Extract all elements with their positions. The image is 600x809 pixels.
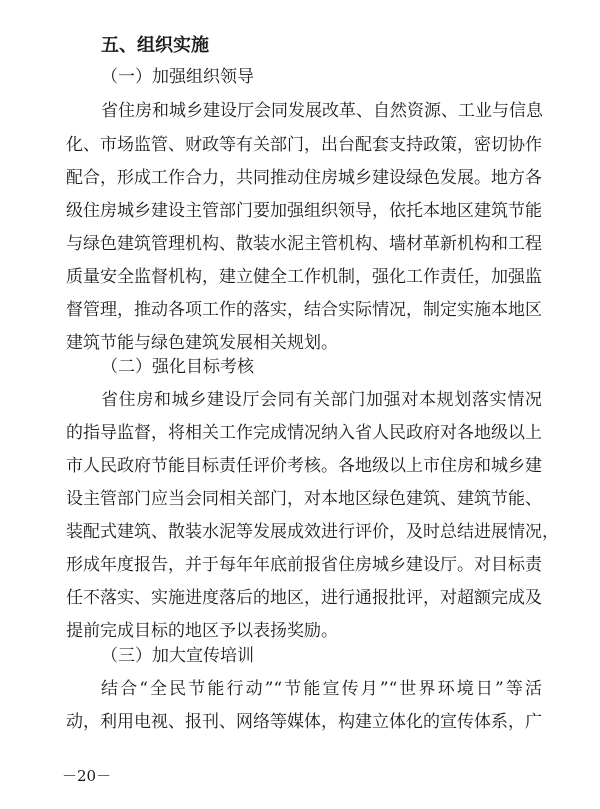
paragraph-line: 任不落实、实施进度落后的地区，进行通报批评，对超额完成及 — [66, 588, 542, 608]
paragraph-line: 建筑节能与绿色建筑发展相关规划。 — [66, 333, 338, 353]
paragraph-line: 形成年度报告，并于每年年底前报省住房城乡建设厅。对目标责 — [66, 555, 542, 575]
subsection-title-1: （一）加强组织领导 — [101, 67, 254, 87]
paragraph-line: 设主管部门应当会同相关部门，对本地区绿色建筑、建筑节能、 — [66, 489, 542, 509]
paragraph-line: 结合“全民节能行动”“节能宣传月”“世界环境日”等活 — [101, 679, 542, 699]
section-heading: 五、组织实施 — [101, 35, 209, 56]
paragraph-line: 化、市场监管、财政等有关部门，出台配套支持政策，密切协作 — [66, 135, 542, 155]
paragraph-line: 的指导监督，将相关工作完成情况纳入省人民政府对各地级以上 — [66, 423, 542, 443]
paragraph-line: 质量安全监督机构，建立健全工作机制，强化工作责任，加强监 — [66, 267, 542, 287]
paragraph-line: 动，利用电视、报刊、网络等媒体，构建立体化的宣传体系，广 — [66, 712, 542, 732]
paragraph-line: 装配式建筑、散装水泥等发展成效进行评价，及时总结进展情况， — [66, 522, 559, 542]
paragraph-line: 省住房和城乡建设厅会同发展改革、自然资源、工业与信息 — [101, 101, 543, 121]
paragraph-line: 市人民政府节能目标责任评价考核。各地级以上市住房和城乡建 — [66, 456, 542, 476]
paragraph-line: 级住房城乡建设主管部门要加强组织领导，依托本地区建筑节能 — [66, 201, 542, 221]
subsection-title-2: （二）强化目标考核 — [101, 357, 254, 377]
paragraph-line: 与绿色建筑管理机构、散装水泥主管机构、墙材革新机构和工程 — [66, 234, 542, 254]
paragraph-line: 省住房和城乡建设厅会同有关部门加强对本规划落实情况 — [101, 390, 542, 410]
page-number: －20－ — [62, 767, 112, 785]
paragraph-line: 督管理，推动各项工作的落实，结合实际情况，制定实施本地区 — [66, 300, 542, 320]
subsection-title-3: （三）加大宣传培训 — [101, 646, 254, 666]
paragraph-line: 配合，形成工作合力，共同推动住房城乡建设绿色发展。地方各 — [66, 168, 542, 188]
paragraph-line: 提前完成目标的地区予以表扬奖励。 — [66, 621, 338, 641]
